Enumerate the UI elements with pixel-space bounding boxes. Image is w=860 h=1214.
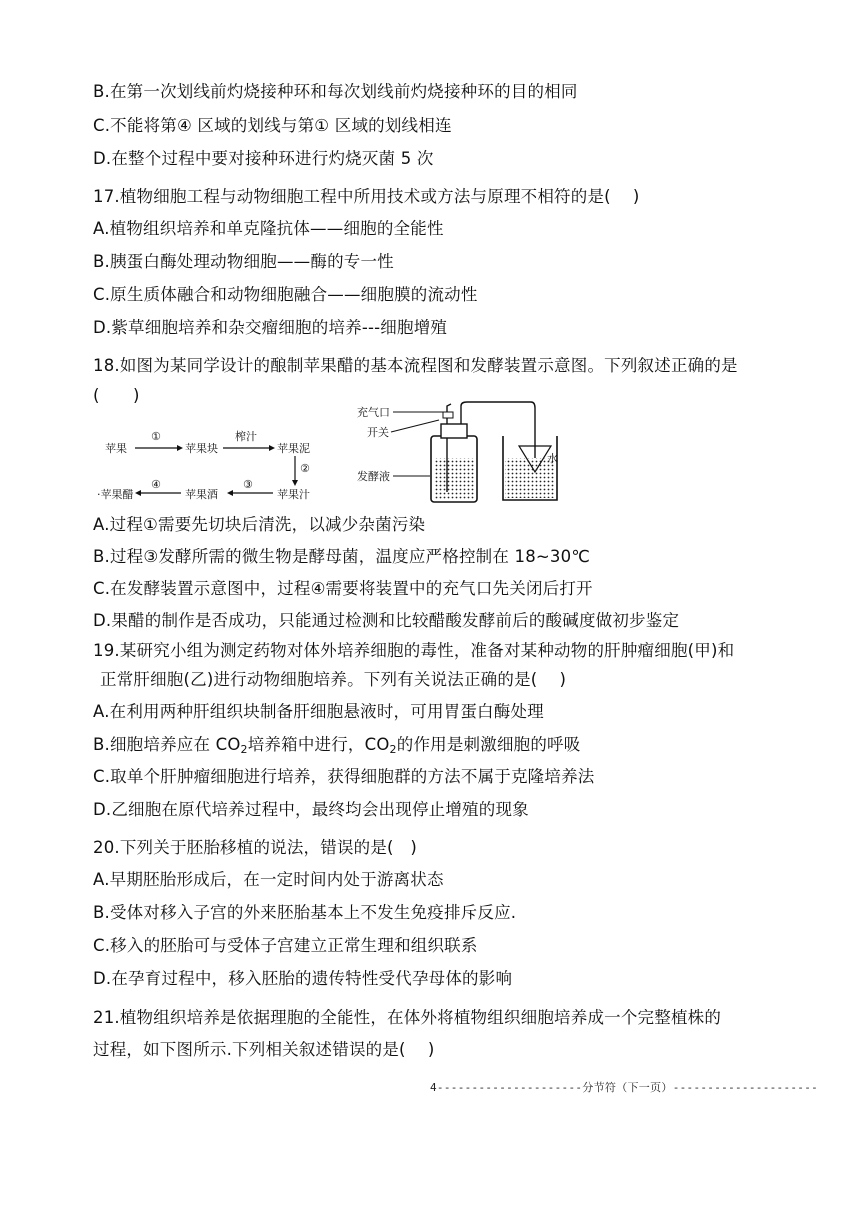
q18-stem-bracket: ( ) [93,386,140,405]
q16-option-c: C.不能将第④ 区域的划线与第① 区域的划线相连 [93,116,452,135]
fermentation-apparatus [357,402,558,502]
q19-option-a: A.在利用两种肝组织块制备肝细胞悬液时，可用胃蛋白酶处理 [93,702,544,721]
q19-option-c: C.取单个肝肿瘤细胞进行培养，获得细胞群的方法不属于克隆培养法 [93,767,595,786]
q17-option-c: C.原生质体融合和动物细胞融合——细胞膜的流动性 [93,285,478,304]
label-fermentation-liquid: 发酵液 [357,470,390,483]
label-step2: ② [300,462,310,475]
q19-option-d: D.乙细胞在原代培养过程中，最终均会出现停止增殖的现象 [93,800,529,819]
label-water: 水 [547,452,558,465]
label-apple-juice: 苹果汁 [277,488,310,501]
switch-pointer [391,420,439,432]
flow-chart [97,429,310,501]
q18-stem: 18.如图为某同学设计的酿制苹果醋的基本流程图和发酵装置示意图。下列叙述正确的是 [93,356,738,375]
fermentation-liquid [434,458,474,500]
q19-option-b [93,731,580,756]
q16-option-d: D.在整个过程中要对接种环进行灼烧灭菌 5 次 [93,149,434,168]
q20-option-c: C.移入的胚胎可与受体子宫建立正常生理和组织联系 [93,936,478,955]
q19-stem: 19.某研究小组为测定药物对体外培养细胞的毒性，准备对某种动物的肝肿瘤细胞(甲)和 [93,641,735,660]
label-step3: ③ [243,478,253,491]
label-apple-puree: 苹果泥 [277,442,310,455]
arrow-juice-head [269,445,275,451]
label-apple-vinegar: ·苹果醋 [97,488,134,501]
q19-option-b-part1: B.细胞培养应在 CO [93,735,241,754]
arrow-1-head [177,445,183,451]
q20-option-a: A.早期胚胎形成后，在一定时间内处于游离状态 [93,870,444,889]
arrow-4-head [135,490,141,496]
q21-stem: 21.植物组织培养是依据理胞的全能性，在体外将植物组织细胞培养成一个完整植株的 [93,1008,722,1027]
q18-option-d: D.果醋的制作是否成功，只能通过检测和比较醋酸发酵前后的酸碱度做初步鉴定 [93,611,680,630]
label-switch: 开关 [367,426,389,439]
q17-option-d: D.紫草细胞培养和杂交瘤细胞的培养---细胞增殖 [93,318,448,337]
q20-option-d: D.在孕育过程中，移入胚胎的遗传特性受代孕母体的影响 [93,969,513,988]
q20-stem: 20.下列关于胚胎移植的说法，错误的是( ) [93,838,418,857]
q17-option-b: B.胰蛋白酶处理动物细胞——酶的专一性 [93,252,394,271]
q16-option-b: B.在第一次划线前灼烧接种环和每次划线前灼烧接种环的目的相同 [93,82,578,101]
bottle-stopper [441,424,467,438]
q18-option-c: C.在发酵装置示意图中，过程④需要将装置中的充气口先关闭后打开 [93,579,593,598]
q17-option-a: A.植物组织培养和单克隆抗体——细胞的全能性 [93,219,444,238]
label-apple: 苹果 [105,442,127,455]
q19-option-b-sub1: 2 [240,743,248,756]
q21-stem-line2: 过程，如下图所示.下列相关叙述错误的是( ) [93,1040,435,1059]
q19-option-b-part3: 的作用是刺激细胞的呼吸 [396,735,581,754]
switch-clip [443,412,453,418]
label-apple-chunks: 苹果块 [185,442,218,455]
section-break: 4---------------------分节符（下一页）--------------------- [430,1081,819,1094]
label-apple-wine: 苹果酒 [185,488,218,501]
q17-stem: 17.植物细胞工程与动物细胞工程中所用技术或方法与原理不相符的是( ) [93,187,640,206]
label-juice-press: 榨汁 [235,430,257,443]
q18-option-b: B.过程③发酵所需的微生物是酵母菌，温度应严格控制在 18~30℃ [93,547,591,566]
q18-figure [95,400,565,504]
q18-option-a: A.过程①需要先切块后清洗，以减少杂菌污染 [93,515,426,534]
label-air-inlet: 充气口 [357,406,390,419]
q19-option-b-part2: 培养箱中进行，CO [247,735,390,754]
q19-option-b-sub2: 2 [389,743,397,756]
label-step4: ④ [151,478,161,491]
arrow-2-head [292,480,298,486]
label-step1: ① [151,430,161,443]
arrow-3-head [227,490,233,496]
q19-stem-line2: 正常肝细胞(乙)进行动物细胞培养。下列有关说法正确的是( ) [100,670,567,689]
q20-option-b: B.受体对移入子宫的外来胚胎基本上不发生免疫排斥反应. [93,903,517,922]
